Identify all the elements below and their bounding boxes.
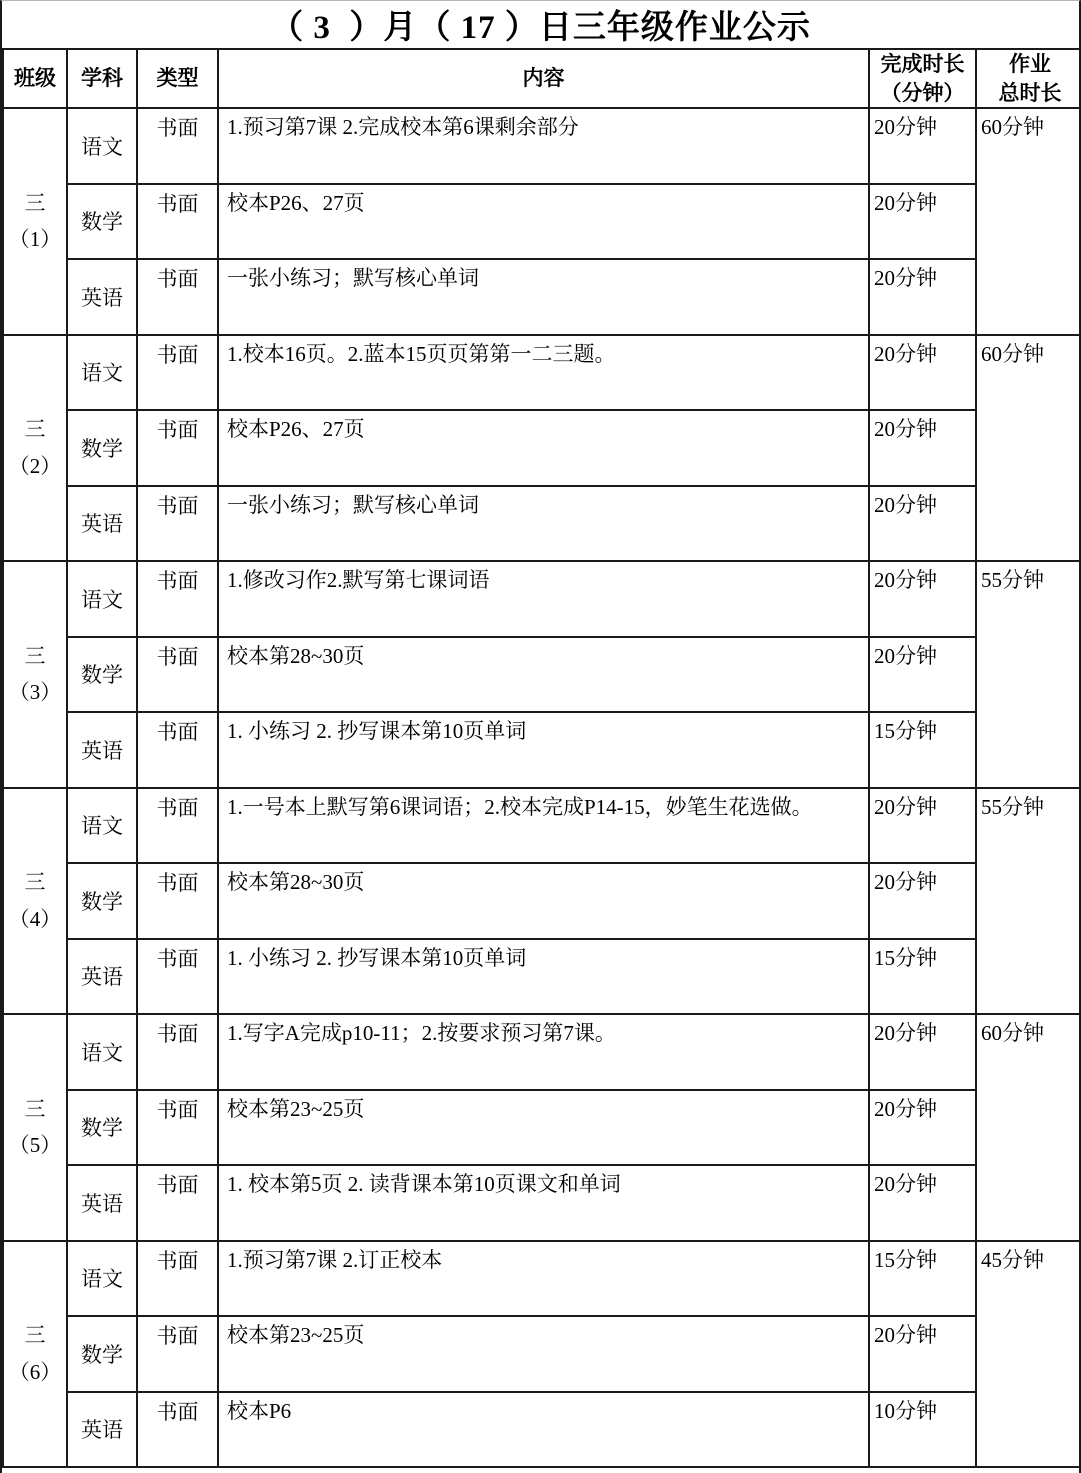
class-label-cell (3, 108, 67, 335)
subject-cell: 语文 (67, 788, 137, 864)
duration-cell: 20分钟 (869, 184, 976, 260)
duration-cell: 20分钟 (869, 259, 976, 335)
total-duration-cell: 60分钟 (976, 1014, 1081, 1241)
duration-cell: 20分钟 (869, 108, 976, 184)
table-row (3, 108, 1081, 184)
subject-cell: 英语 (67, 1392, 137, 1468)
content-cell: 1. 小练习 2. 抄写课本第10页单词 (218, 939, 869, 1015)
subject-cell: 数学 (67, 863, 137, 939)
duration-cell: 15分钟 (869, 939, 976, 1015)
content-cell: 校本P26、27页 (218, 184, 869, 260)
table-row (3, 788, 1081, 864)
duration-cell: 20分钟 (869, 410, 976, 486)
duration-cell: 15分钟 (869, 712, 976, 788)
content-cell: 校本第28~30页 (218, 863, 869, 939)
content-cell: 校本P26、27页 (218, 410, 869, 486)
class-grade: 三 (24, 190, 46, 215)
table-row (3, 259, 1081, 335)
duration-cell: 20分钟 (869, 863, 976, 939)
content-cell: 校本第23~25页 (218, 1090, 869, 1166)
type-cell: 书面 (137, 712, 218, 788)
col-header-type: 类型 (137, 49, 218, 108)
col-header-class: 班级 (3, 49, 67, 108)
class-label-cell (3, 1014, 67, 1241)
class-grade: 三 (24, 643, 46, 668)
class-grade: 三 (24, 1323, 46, 1347)
table-row (3, 335, 1081, 411)
table-row (3, 1165, 1081, 1241)
table-row (3, 1316, 1081, 1392)
table-row (3, 939, 1081, 1015)
content-cell: 校本P6 (218, 1392, 869, 1468)
type-cell: 书面 (137, 1165, 218, 1241)
duration-cell: 20分钟 (869, 788, 976, 864)
total-duration-cell: 60分钟 (976, 335, 1081, 562)
content-cell: 一张小练习；默写核心单词 (218, 259, 869, 335)
subject-cell: 语文 (67, 561, 137, 637)
duration-cell: 20分钟 (869, 637, 976, 713)
col-header-subject: 学科 (67, 49, 137, 108)
duration-cell: 20分钟 (869, 486, 976, 562)
subject-cell: 数学 (67, 184, 137, 260)
type-cell: 书面 (137, 1241, 218, 1317)
table-row (3, 1090, 1081, 1166)
type-cell: 书面 (137, 486, 218, 562)
content-cell: 1.一号本上默写第6课词语；2.校本完成P14-15，妙笔生花选做。 (218, 788, 869, 864)
subject-cell: 数学 (67, 637, 137, 713)
class-label-cell (3, 788, 67, 1015)
col-header-total-line2: 总时长 (998, 80, 1062, 105)
class-grade: 三 (24, 417, 46, 441)
class-label-cell (3, 561, 67, 788)
duration-cell: 20分钟 (869, 335, 976, 411)
type-cell: 书面 (137, 1316, 218, 1392)
table-row (3, 184, 1081, 260)
subject-cell: 英语 (67, 1165, 137, 1241)
type-cell: 书面 (137, 1392, 218, 1468)
content-cell: 校本第23~25页 (218, 1316, 869, 1392)
table-row (3, 486, 1081, 562)
type-cell: 书面 (137, 637, 218, 713)
duration-cell: 20分钟 (869, 561, 976, 637)
col-header-total (976, 49, 1081, 108)
duration-cell: 20分钟 (869, 1014, 976, 1090)
subject-cell: 英语 (67, 259, 137, 335)
subject-cell: 语文 (67, 108, 137, 184)
table-row (3, 863, 1081, 939)
subject-cell: 语文 (67, 335, 137, 411)
type-cell: 书面 (137, 561, 218, 637)
total-duration-cell: 45分钟 (976, 1241, 1081, 1468)
class-number: （3） (8, 680, 62, 705)
duration-cell: 20分钟 (869, 1090, 976, 1166)
type-cell: 书面 (137, 335, 218, 411)
subject-cell: 数学 (67, 410, 137, 486)
table-row (3, 561, 1081, 637)
duration-cell: 20分钟 (869, 1165, 976, 1241)
type-cell: 书面 (137, 259, 218, 335)
duration-cell: 15分钟 (869, 1241, 976, 1317)
subject-cell: 语文 (67, 1014, 137, 1090)
table-row (3, 637, 1081, 713)
type-cell: 书面 (137, 1014, 218, 1090)
class-grade: 三 (24, 1096, 46, 1121)
class-label-cell (3, 1241, 67, 1468)
subject-cell: 数学 (67, 1090, 137, 1166)
content-cell: 校本第28~30页 (218, 637, 869, 713)
content-cell: 1.预习第7课 2.完成校本第6课剩余部分 (218, 108, 869, 184)
subject-cell: 英语 (67, 486, 137, 562)
total-duration-cell: 55分钟 (976, 561, 1081, 788)
page-title: （ 3 ）月（ 17 ）日三年级作业公示 (270, 10, 811, 46)
content-cell: 1.校本16页。2.蓝本15页页第第一二三题。 (218, 335, 869, 411)
content-cell: 1.预习第7课 2.订正校本 (218, 1241, 869, 1317)
homework-table (2, 48, 1081, 1468)
header-row (3, 49, 1081, 108)
col-header-duration-line1: 完成时长 (880, 52, 965, 77)
duration-cell: 10分钟 (869, 1392, 976, 1468)
col-header-duration-line2: （分钟） (880, 80, 965, 105)
class-number: （1） (8, 227, 62, 252)
class-grade: 三 (24, 870, 46, 894)
type-cell: 书面 (137, 863, 218, 939)
type-cell: 书面 (137, 410, 218, 486)
type-cell: 书面 (137, 184, 218, 260)
type-cell: 书面 (137, 788, 218, 864)
table-row (3, 1392, 1081, 1468)
table-row (3, 1014, 1081, 1090)
col-header-duration (869, 49, 976, 108)
class-number: （5） (8, 1133, 62, 1158)
table-row (3, 1241, 1081, 1317)
col-header-total-line1: 作业 (1009, 52, 1051, 77)
content-cell: 一张小练习；默写核心单词 (218, 486, 869, 562)
subject-cell: 英语 (67, 939, 137, 1015)
type-cell: 书面 (137, 1090, 218, 1166)
content-cell: 1. 校本第5页 2. 读背课本第10页课文和单词 (218, 1165, 869, 1241)
content-cell: 1.写字A完成p10-11；2.按要求预习第7课。 (218, 1014, 869, 1090)
class-label-cell (3, 335, 67, 562)
type-cell: 书面 (137, 108, 218, 184)
table-row (3, 410, 1081, 486)
table-row (3, 712, 1081, 788)
col-header-content: 内容 (218, 49, 869, 108)
total-duration-cell: 55分钟 (976, 788, 1081, 1015)
class-number: （6） (8, 1359, 62, 1384)
type-cell: 书面 (137, 939, 218, 1015)
total-duration-cell: 60分钟 (976, 108, 1081, 335)
class-number: （2） (8, 453, 62, 478)
subject-cell: 语文 (67, 1241, 137, 1317)
content-cell: 1. 小练习 2. 抄写课本第10页单词 (218, 712, 869, 788)
duration-cell: 20分钟 (869, 1316, 976, 1392)
subject-cell: 英语 (67, 712, 137, 788)
class-number: （4） (8, 906, 62, 931)
subject-cell: 数学 (67, 1316, 137, 1392)
content-cell: 1.修改习作2.默写第七课词语 (218, 561, 869, 637)
